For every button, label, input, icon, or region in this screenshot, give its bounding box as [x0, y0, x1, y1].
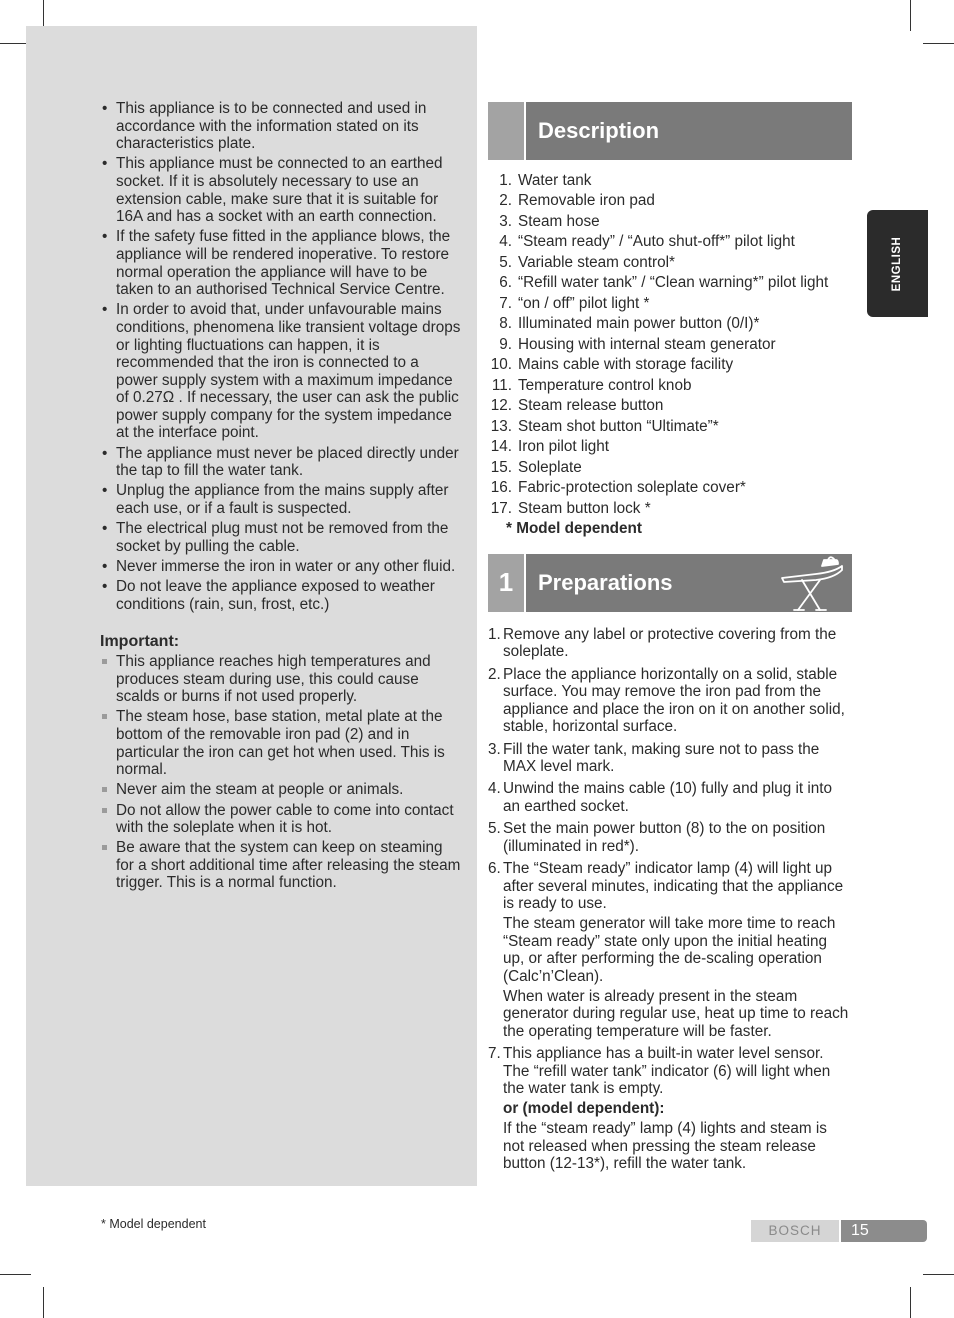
preparation-step — [488, 626, 852, 663]
description-item-number: 13. — [490, 417, 512, 435]
description-item-number: 14. — [490, 438, 512, 456]
description-item-number: 11. — [491, 376, 512, 394]
description-item-number: 7. — [499, 294, 512, 312]
description-item-label: “Refill water tank” / “Clean warning*” pilot light — [518, 274, 829, 292]
description-item — [488, 479, 852, 497]
description-item — [488, 295, 852, 313]
description-item — [488, 192, 852, 210]
preparation-step — [488, 666, 852, 739]
preparation-step-number: 6. — [488, 859, 501, 877]
preparation-step-text: Remove any label or protective covering from the soleplate. — [503, 625, 837, 661]
preparation-step-body — [503, 860, 852, 1043]
preparation-step-text: This appliance has a built-in water level sensor. The “refill water tank” indicator (6) will light when the water tank is empty. — [503, 1045, 831, 1098]
description-item-number: 9. — [499, 335, 512, 353]
preparations-header — [488, 554, 852, 612]
description-item-label: “Steam ready” / “Auto shut-off*” pilot light — [518, 233, 795, 251]
safety-item: • If the safety fuse fitted in the appliance blows, the appliance will be rendered inoperative. To restore normal operation the appliance will have to be taken to an authorised Technical Service Centre. — [100, 228, 464, 298]
safety-item: • In order to avoid that, under unfavourable mains conditions, phenomena like transient voltage drops or lighting fluctuations can happen, it is recommended that the iron is connected to a power supply system with a maximum impedance of 0.27Ω . If necessary, the user can ask the public power supply company for the system impedance at the interface point. — [100, 301, 464, 442]
description-item-label: Illuminated main power button (0/I)* — [518, 315, 760, 333]
page-number: 15 — [841, 1220, 927, 1242]
preparation-step-text: The steam generator will take more time to reach “Steam ready” state only upon the initial heating up, or after performing the de-scaling operation (Calc’n’Clean). — [503, 915, 836, 985]
description-item-label: Temperature control knob — [518, 376, 692, 394]
preparation-step — [488, 820, 852, 857]
safety-column — [100, 100, 464, 895]
ironing-board-icon — [776, 556, 848, 612]
safety-item: • This appliance is to be connected and used in accordance with the information stated on its characteristics plate. — [100, 100, 464, 153]
preparation-step-body — [503, 741, 852, 778]
description-item-number: 12. — [490, 397, 512, 415]
preparation-step — [488, 741, 852, 778]
description-item-label: Removable iron pad — [518, 192, 655, 210]
description-item — [488, 254, 852, 272]
preparation-step-number: 7. — [488, 1045, 501, 1063]
description-item-label: Fabric-protection soleplate cover* — [518, 479, 746, 497]
preparations-title-text: Preparations — [538, 570, 673, 596]
preparations-number: 1 — [488, 554, 524, 612]
description-item-number: 2. — [499, 192, 512, 210]
brand-label: BOSCH — [751, 1220, 839, 1242]
preparation-step-text: Unwind the mains cable (10) fully and plug it into an earthed socket. — [503, 780, 833, 815]
crop-mark — [910, 1287, 911, 1318]
description-item-label: Steam release button — [518, 397, 664, 415]
preparation-step-number: 3. — [488, 740, 501, 758]
important-item: This appliance reaches high temperatures and produces steam during use, this could cause scalds or burns if not used properly. — [100, 653, 464, 706]
footnote: * Model dependent — [101, 1217, 206, 1231]
preparation-step-number: 2. — [488, 665, 501, 683]
description-item — [488, 315, 852, 333]
preparation-step-body — [503, 780, 852, 817]
description-header — [488, 102, 852, 160]
preparation-step-body — [503, 666, 852, 739]
safety-item: • Never immerse the iron in water or any other fluid. — [100, 558, 464, 576]
description-item-number: 5. — [499, 253, 512, 271]
preparation-step — [488, 1045, 852, 1175]
crop-mark — [910, 0, 911, 31]
description-item — [488, 418, 852, 436]
description-item-label: Mains cable with storage facility — [518, 356, 734, 374]
preparation-step-text: Set the main power button (8) to the on position (illuminated in red*). — [503, 820, 826, 855]
description-item-label: Steam button lock * — [518, 499, 651, 517]
description-item — [488, 233, 852, 251]
description-item — [488, 438, 852, 456]
preparation-step-body — [503, 626, 852, 663]
safety-item: • Unplug the appliance from the mains supply after each use, or if a fault is suspected. — [100, 482, 464, 517]
description-item — [488, 397, 852, 415]
important-item: Do not allow the power cable to come into contact with the soleplate when it is hot. — [100, 802, 464, 837]
description-item-label: “on / off” pilot light * — [518, 294, 650, 312]
crop-mark — [43, 1287, 44, 1318]
safety-item: • The appliance must never be placed directly under the tap to fill the water tank. — [100, 445, 464, 480]
preparation-step-number: 4. — [488, 780, 501, 798]
preparation-step — [488, 860, 852, 1043]
description-item-label: Steam hose — [518, 212, 600, 230]
description-item — [488, 274, 852, 292]
description-item — [488, 172, 852, 190]
preparations-title — [526, 554, 852, 612]
preparations-list — [488, 626, 852, 1175]
important-list — [100, 653, 464, 892]
description-item — [488, 336, 852, 354]
crop-mark — [0, 1274, 31, 1275]
preparation-step-number: 1. — [488, 625, 501, 643]
important-heading: Important: — [100, 633, 180, 651]
safety-item: • Do not leave the appliance exposed to weather conditions (rain, sun, frost, etc.) — [100, 578, 464, 613]
language-tab-label: ENGLISH — [890, 236, 903, 291]
crop-mark — [923, 1274, 954, 1275]
description-item-number: 17. — [490, 499, 512, 517]
preparation-step-text: If the “steam ready” lamp (4) lights and steam is not released when pressing the steam release button (12-13*), refill the water tank. — [503, 1120, 827, 1173]
description-title: Description — [526, 102, 852, 160]
preparation-step-text: Place the appliance horizontally on a solid, stable surface. You may remove the iron pad from the appliance and place the iron on it on another solid, stable, horizontal surface. — [503, 665, 845, 736]
preparation-step-text: The “Steam ready” indicator lamp (4) will light up after several minutes, indicating that the appliance is ready to use. — [503, 859, 844, 913]
description-item-number: 3. — [499, 212, 512, 230]
description-item — [488, 356, 852, 374]
important-item: Never aim the steam at people or animals. — [100, 781, 464, 799]
description-list — [488, 172, 852, 517]
description-item — [488, 377, 852, 395]
safety-item: • This appliance must be connected to an earthed socket. If it is absolutely necessary to use an extension cable, make sure that it is suitable for 16A and has a socket with an earth connection. — [100, 155, 464, 225]
language-tab — [867, 210, 928, 317]
description-number-box — [488, 102, 524, 160]
description-item-label: Water tank — [518, 172, 592, 189]
description-item-number: 10. — [490, 356, 512, 374]
description-item-label: Steam shot button “Ultimate”* — [518, 417, 719, 435]
description-item-number: 6. — [499, 274, 512, 292]
preparation-step — [488, 780, 852, 817]
preparation-step-text: When water is already present in the steam generator during regular use, heat up time to reach the operating temperature will be faster. — [503, 987, 849, 1040]
important-item: The steam hose, base station, metal plate at the bottom of the removable iron pad (2) and in particular the iron can get hot when used. This is normal. — [100, 708, 464, 778]
safety-list — [100, 100, 464, 613]
preparation-step-body — [503, 1045, 852, 1175]
important-item: Be aware that the system can keep on steaming for a short additional time after releasing the steam trigger. This is a normal function. — [100, 839, 464, 892]
description-item-number: 8. — [499, 315, 512, 333]
description-item — [488, 500, 852, 518]
preparation-or-label: or (model dependent): — [503, 1100, 665, 1118]
description-item-label: Variable steam control* — [518, 253, 676, 271]
description-item-number: 4. — [499, 233, 512, 251]
description-item — [488, 459, 852, 477]
main-column — [488, 102, 852, 1177]
safety-item: • The electrical plug must not be removed from the socket by pulling the cable. — [100, 520, 464, 555]
preparation-step-number: 5. — [488, 820, 501, 838]
preparation-step-text: Fill the water tank, making sure not to pass the MAX level mark. — [503, 740, 820, 776]
description-item — [488, 213, 852, 231]
preparation-step-body — [503, 820, 852, 857]
crop-mark — [923, 43, 954, 44]
description-item-number: 15. — [490, 458, 512, 476]
model-dependent-note: * Model dependent — [506, 520, 642, 538]
description-item-label: Housing with internal steam generator — [518, 335, 776, 353]
description-item-label: Soleplate — [518, 458, 582, 476]
description-item-number: 16. — [490, 479, 512, 497]
description-item-number: 1. — [499, 172, 512, 189]
description-item-label: Iron pilot light — [518, 438, 609, 456]
